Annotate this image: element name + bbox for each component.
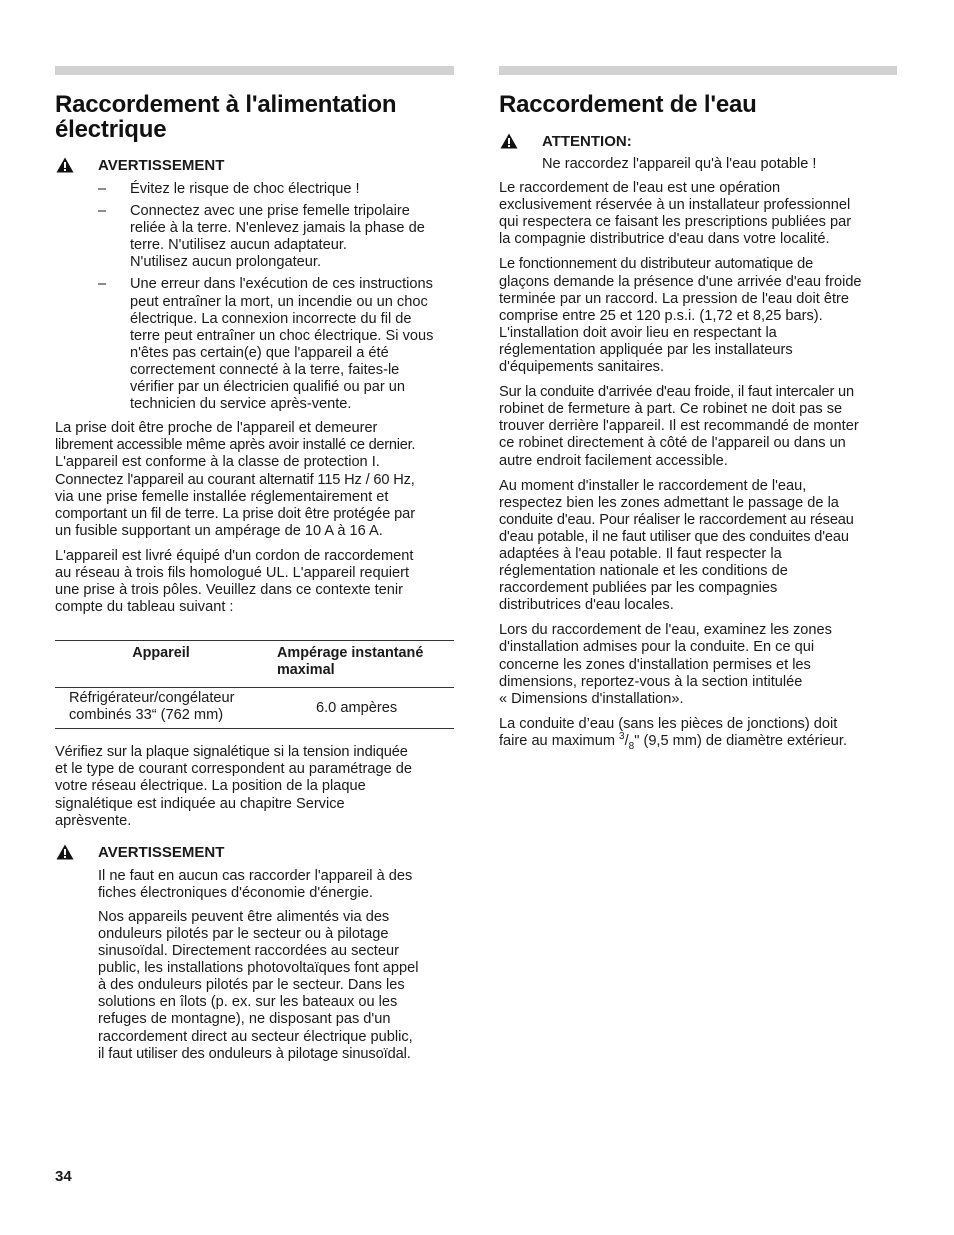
list-line: peut entraîner la mort, un incendie ou un choc	[130, 293, 428, 310]
text-line: la compagnie distributrice d'eau dans votre localité.	[499, 231, 830, 248]
paragraph-socket	[55, 420, 454, 540]
text-line: qui respectera ce faisant les prescriptions publiées par	[499, 214, 852, 231]
text-line: aprèsvente.	[55, 812, 132, 829]
cell-text: Réfrigérateur/congélateur	[69, 690, 235, 707]
fraction-denominator: 8	[628, 740, 635, 752]
text-line: dimensions, reportez-vous à la section intitulée	[499, 673, 803, 690]
text-line: La prise doit être proche de l'appareil et demeurer	[55, 420, 378, 437]
text-line: exclusivement réservée à un installateur professionnel	[499, 197, 851, 214]
text-line: compte du tableau suivant :	[55, 599, 234, 616]
list-line: correctement connecté à la terre, faites-le	[130, 361, 400, 378]
paragraph-ice-dispenser	[499, 256, 897, 376]
text-line: terminée par un raccord. La pression de l'eau doit être	[499, 290, 849, 307]
section-rule	[499, 66, 897, 75]
text-line: à des onduleurs pilotés par le secteur. Dans les	[98, 977, 405, 994]
paragraph-zones	[499, 478, 897, 615]
text-line: et le type de courant correspondent au paramétrage de	[55, 761, 412, 778]
text-line: solutions en îlots (p. ex. sur les bateaux ou les	[98, 994, 398, 1011]
text-line: onduleurs pilotés par le secteur ou à pilotage	[98, 926, 389, 942]
header-text: maximal	[277, 662, 335, 679]
table-header-row	[55, 641, 454, 688]
text-line: raccordement direct au secteur électrique public,	[98, 1028, 413, 1045]
text-line: Vérifiez sur la plaque signalétique si la tension indiquée	[55, 744, 408, 761]
text-line: fiches électroniques d'économie d'énergie.	[98, 884, 373, 901]
list-line: Évitez le risque de choc électrique !	[130, 181, 360, 197]
text-line: faire au maximum	[499, 732, 620, 749]
text-line: au réseau à trois fils homologué UL. L'appareil requiert	[55, 564, 410, 581]
text-line: ce robinet directement à côté de l'appareil ou dans un	[499, 435, 846, 452]
text-line: Le raccordement de l'eau est une opération	[499, 180, 781, 197]
warning-header	[55, 157, 454, 175]
text-line: public, les installations photovoltaïques font appel	[98, 960, 419, 977]
paragraph-installer	[499, 180, 897, 248]
paragraph-pipe-diameter	[499, 716, 897, 750]
warning-title: AVERTISSEMENT	[98, 157, 225, 174]
list-line: technicien du service après-vente.	[130, 396, 352, 413]
dash-bullet: –	[98, 203, 107, 220]
title-line: Raccordement à l'alimentation	[55, 91, 397, 118]
text-line: concerne les zones d'installation permises et les	[499, 656, 811, 673]
text-line: Il ne faut en aucun cas raccorder l'appareil à des	[98, 867, 413, 884]
text-line: La conduite d’eau (sans les pièces de jonctions) doit	[499, 715, 838, 732]
attention-title: ATTENTION:	[542, 133, 632, 150]
text-line: Ne raccordez l'appareil qu'à l'eau potable !	[542, 156, 817, 172]
warning-paragraph	[98, 909, 454, 1063]
list-line: vérifier par un électricien qualifié ou par un	[130, 379, 406, 396]
text-line: Lors du raccordement de l'eau, examinez les zones	[499, 622, 832, 639]
text-line: via une prise femelle installée réglementairement et	[55, 488, 389, 505]
column-header-appareil	[55, 641, 267, 688]
text-line: " (9,5 mm) de diamètre extérieur.	[634, 732, 848, 749]
section-rule	[55, 66, 454, 75]
text-line: autre endroit facilement accessible.	[499, 452, 728, 469]
text-line: L'appareil est livré équipé d'un cordon de raccordement	[55, 547, 414, 564]
fraction-numerator: 3	[619, 731, 625, 743]
text-line: d'installation admises pour la conduite. En ce qui	[499, 639, 815, 656]
text-line: Sur la conduite d'arrivée d'eau froide, il faut intercaler un	[499, 384, 854, 401]
warning-triangle-icon	[500, 133, 518, 149]
text-line: adaptées à l'eau potable. Il faut respecter la	[499, 545, 782, 562]
text-line: L'appareil est conforme à la classe de protection I.	[55, 454, 380, 471]
text-line: signalétique est indiquée au chapitre Service	[55, 795, 345, 812]
text-line: il faut utiliser des onduleurs à pilotage sinusoïdal.	[98, 1045, 411, 1062]
list-line: n'êtes pas certain(e) que l'appareil a été	[130, 344, 389, 361]
cell-appareil	[55, 688, 267, 729]
text-line: glaçons demande la présence d'une arrivée d'eau froide	[499, 273, 862, 290]
list-line: terre. N'utilisez aucun adaptateur.	[130, 237, 347, 254]
list-line: terre peut entraîner un choc électrique. Si vous	[130, 327, 434, 344]
text-line: une prise à trois pôles. Veuillez dans ce contexte tenir	[55, 582, 404, 599]
warning-header	[55, 844, 454, 862]
left-column	[55, 66, 454, 1063]
list-line: Une erreur dans l'exécution de ces instructions	[130, 276, 433, 293]
list-item	[55, 203, 454, 271]
header-text: Appareil	[132, 645, 190, 662]
list-line: reliée à la terre. N'enlevez jamais la phase de	[130, 220, 425, 237]
text-line: refuges de montagne), ne disposant pas d'un	[98, 1011, 391, 1028]
amperage-table	[55, 640, 454, 729]
attention-header	[499, 133, 897, 151]
dash-bullet: –	[98, 181, 107, 197]
attention-text	[542, 156, 897, 173]
header-text: Ampérage instantané	[277, 645, 424, 662]
list-line: électrique. La connexion incorrecte du fil de	[130, 310, 412, 327]
cell-text: combinés 33“ (762 mm)	[69, 707, 224, 724]
text-line: comprise entre 25 et 120 p.s.i. (1,72 et 8,25 bars).	[499, 307, 823, 324]
text-line: respectez bien les zones admettant le passage de la	[499, 494, 839, 511]
cell-text: 6.0 ampères	[316, 699, 398, 716]
text-line: conduite d'eau. Pour réaliser le raccordement au réseau	[499, 511, 854, 528]
text-line: Le fonctionnement du distributeur automatique de	[499, 256, 814, 273]
title-line: Raccordement de l'eau	[499, 91, 757, 118]
warning-triangle-icon	[56, 844, 74, 860]
paragraph-installation-zones	[499, 622, 897, 707]
text-line: L'installation doit avoir lieu en respectant la	[499, 324, 777, 341]
column-header-amperage	[267, 641, 454, 688]
section-title-electrical	[55, 92, 454, 142]
text-line: comportant un fil de terre. La prise doit être protégée par	[55, 505, 415, 522]
text-line: un fusible supportant un ampérage de 10 A à 16 A.	[55, 522, 383, 539]
text-line: trouver derrière l'appareil. Il est recommandé de monter	[499, 418, 859, 435]
paragraph-cord	[55, 548, 454, 616]
text-line: raccordement publiées par les compagnies	[499, 580, 778, 597]
text-line: Nos appareils peuvent être alimentés via des	[98, 908, 390, 925]
list-line: N'utilisez aucun prolongateur.	[130, 254, 322, 271]
list-item	[55, 276, 454, 413]
text-line: Au moment d'installer le raccordement de l'eau,	[499, 477, 807, 494]
cell-amperage	[267, 688, 454, 729]
right-column	[499, 66, 897, 750]
text-line: d'eau potable, il ne faut utiliser que des conduites d'eau	[499, 528, 849, 545]
list-item	[55, 181, 454, 198]
list-line: Connectez avec une prise femelle tripolaire	[130, 203, 410, 220]
text-line: robinet de fermeture à part. Ce robinet ne doit pas se	[499, 401, 843, 418]
page-number: 34	[55, 1168, 72, 1185]
paragraph-nameplate	[55, 744, 454, 829]
text-line: sinusoïdal. Directement raccordées au secteur	[98, 943, 399, 960]
warning-title: AVERTISSEMENT	[98, 843, 225, 861]
warning-paragraph	[98, 868, 454, 902]
text-line: « Dimensions d'installation».	[499, 690, 684, 707]
text-line: réglementation nationale et les conditions de	[499, 563, 788, 580]
section-title-water	[499, 92, 897, 117]
title-line: électrique	[55, 116, 167, 143]
fraction-slash: /	[624, 732, 629, 749]
text-line: votre réseau électrique. La position de la plaque	[55, 778, 366, 795]
text-line: librement accessible même après avoir installé ce dernier.	[55, 437, 416, 454]
paragraph-shutoff-valve	[499, 384, 897, 469]
warning-list	[55, 181, 454, 413]
text-line: Connectez l'appareil au courant alternatif 115 Hz / 60 Hz,	[55, 471, 415, 488]
text-line: d'équipements sanitaires.	[499, 359, 665, 376]
warning-triangle-icon	[56, 157, 74, 173]
text-line: distributrices d'eau locales.	[499, 597, 674, 614]
dash-bullet: –	[98, 276, 107, 293]
text-line: réglementation appliquée par les installateurs	[499, 341, 793, 358]
table-row	[55, 688, 454, 729]
